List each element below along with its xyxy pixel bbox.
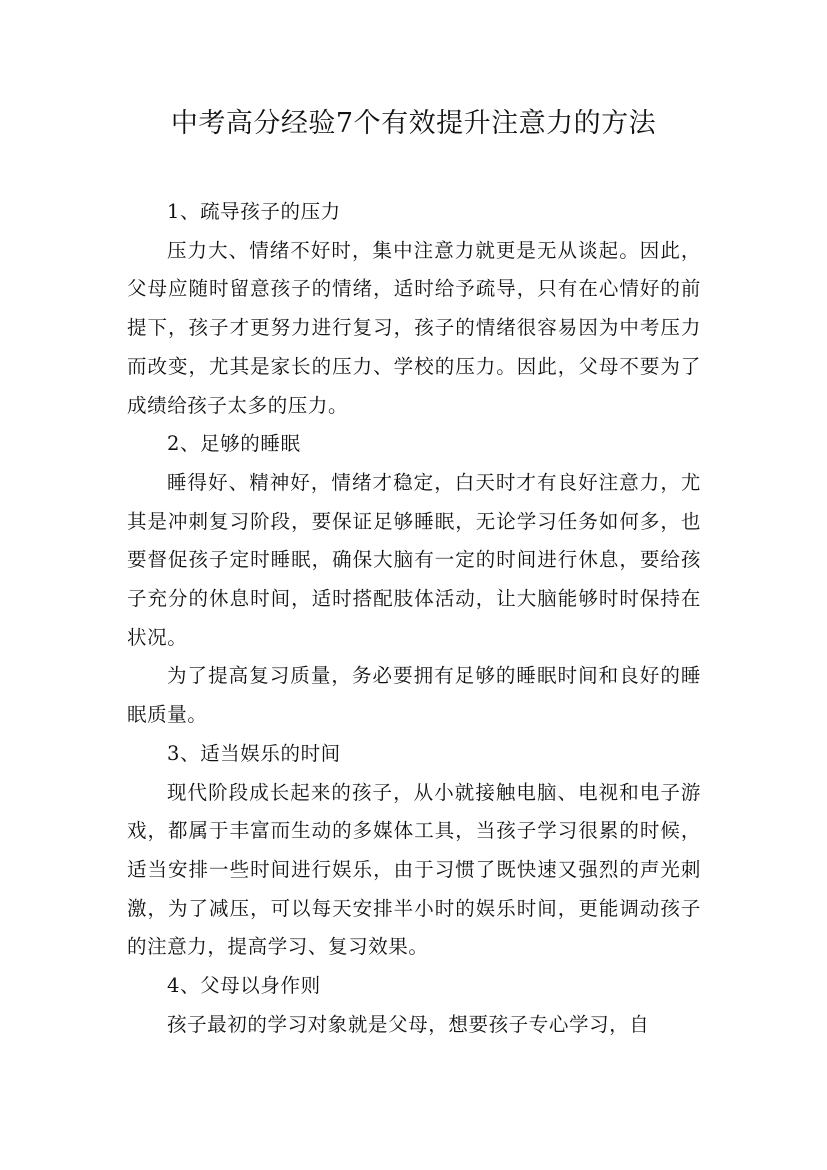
section-2-paragraph-2: 为了提高复习质量，务必要拥有足够的睡眠时间和良好的睡眠质量。: [127, 664, 701, 727]
document-title: 中考高分经验7个有效提升注意力的方法: [170, 108, 657, 139]
section-1-paragraph-1: 压力大、情绪不好时，集中注意力就更是无从谈起。因此，父母应随时留意孩子的情绪，适时给予疏导，只有在心情好的前提下，孩子才更努力进行复习，孩子的情绪很容易因为中考压力而改变，尤其是家长的压力、学校的压力。因此，父母不要为了成绩给孩子太多的压力。: [127, 238, 701, 417]
section-2-paragraph-1: 睡得好、精神好，情绪才稳定，白天时才有良好注意力，尤其是冲刺复习阶段，要保证足够睡眠，无论学习任务如何多，也要督促孩子定时睡眠，确保大脑有一定的时间进行休息，要给孩子充分的休息时间，适时搭配肢体活动，让大脑能够时时保持在状况。: [127, 470, 701, 649]
section-heading-3: 3、适当娱乐的时间: [166, 741, 341, 765]
section-heading-1: 1、疏导孩子的压力: [166, 200, 341, 223]
section-4-paragraph-1: 孩子最初的学习对象就是父母，想要孩子专心学习，自: [166, 1012, 650, 1036]
section-heading-2: 2、足够的睡眠: [166, 432, 301, 456]
document-body: [127, 193, 701, 1044]
section-heading-4: 4、父母以身作则: [166, 974, 321, 998]
section-3-paragraph-1: 现代阶段成长起来的孩子，从小就接触电脑、电视和电子游戏，都属于丰富而生动的多媒体工具，当孩子学习很累的时候，适当安排一些时间进行娱乐，由于习惯了既快速又强烈的声光刺激，为了减压，可以每天安排半小时的娱乐时间，更能调动孩子的注意力，提高学习、复习效果。: [127, 780, 701, 959]
